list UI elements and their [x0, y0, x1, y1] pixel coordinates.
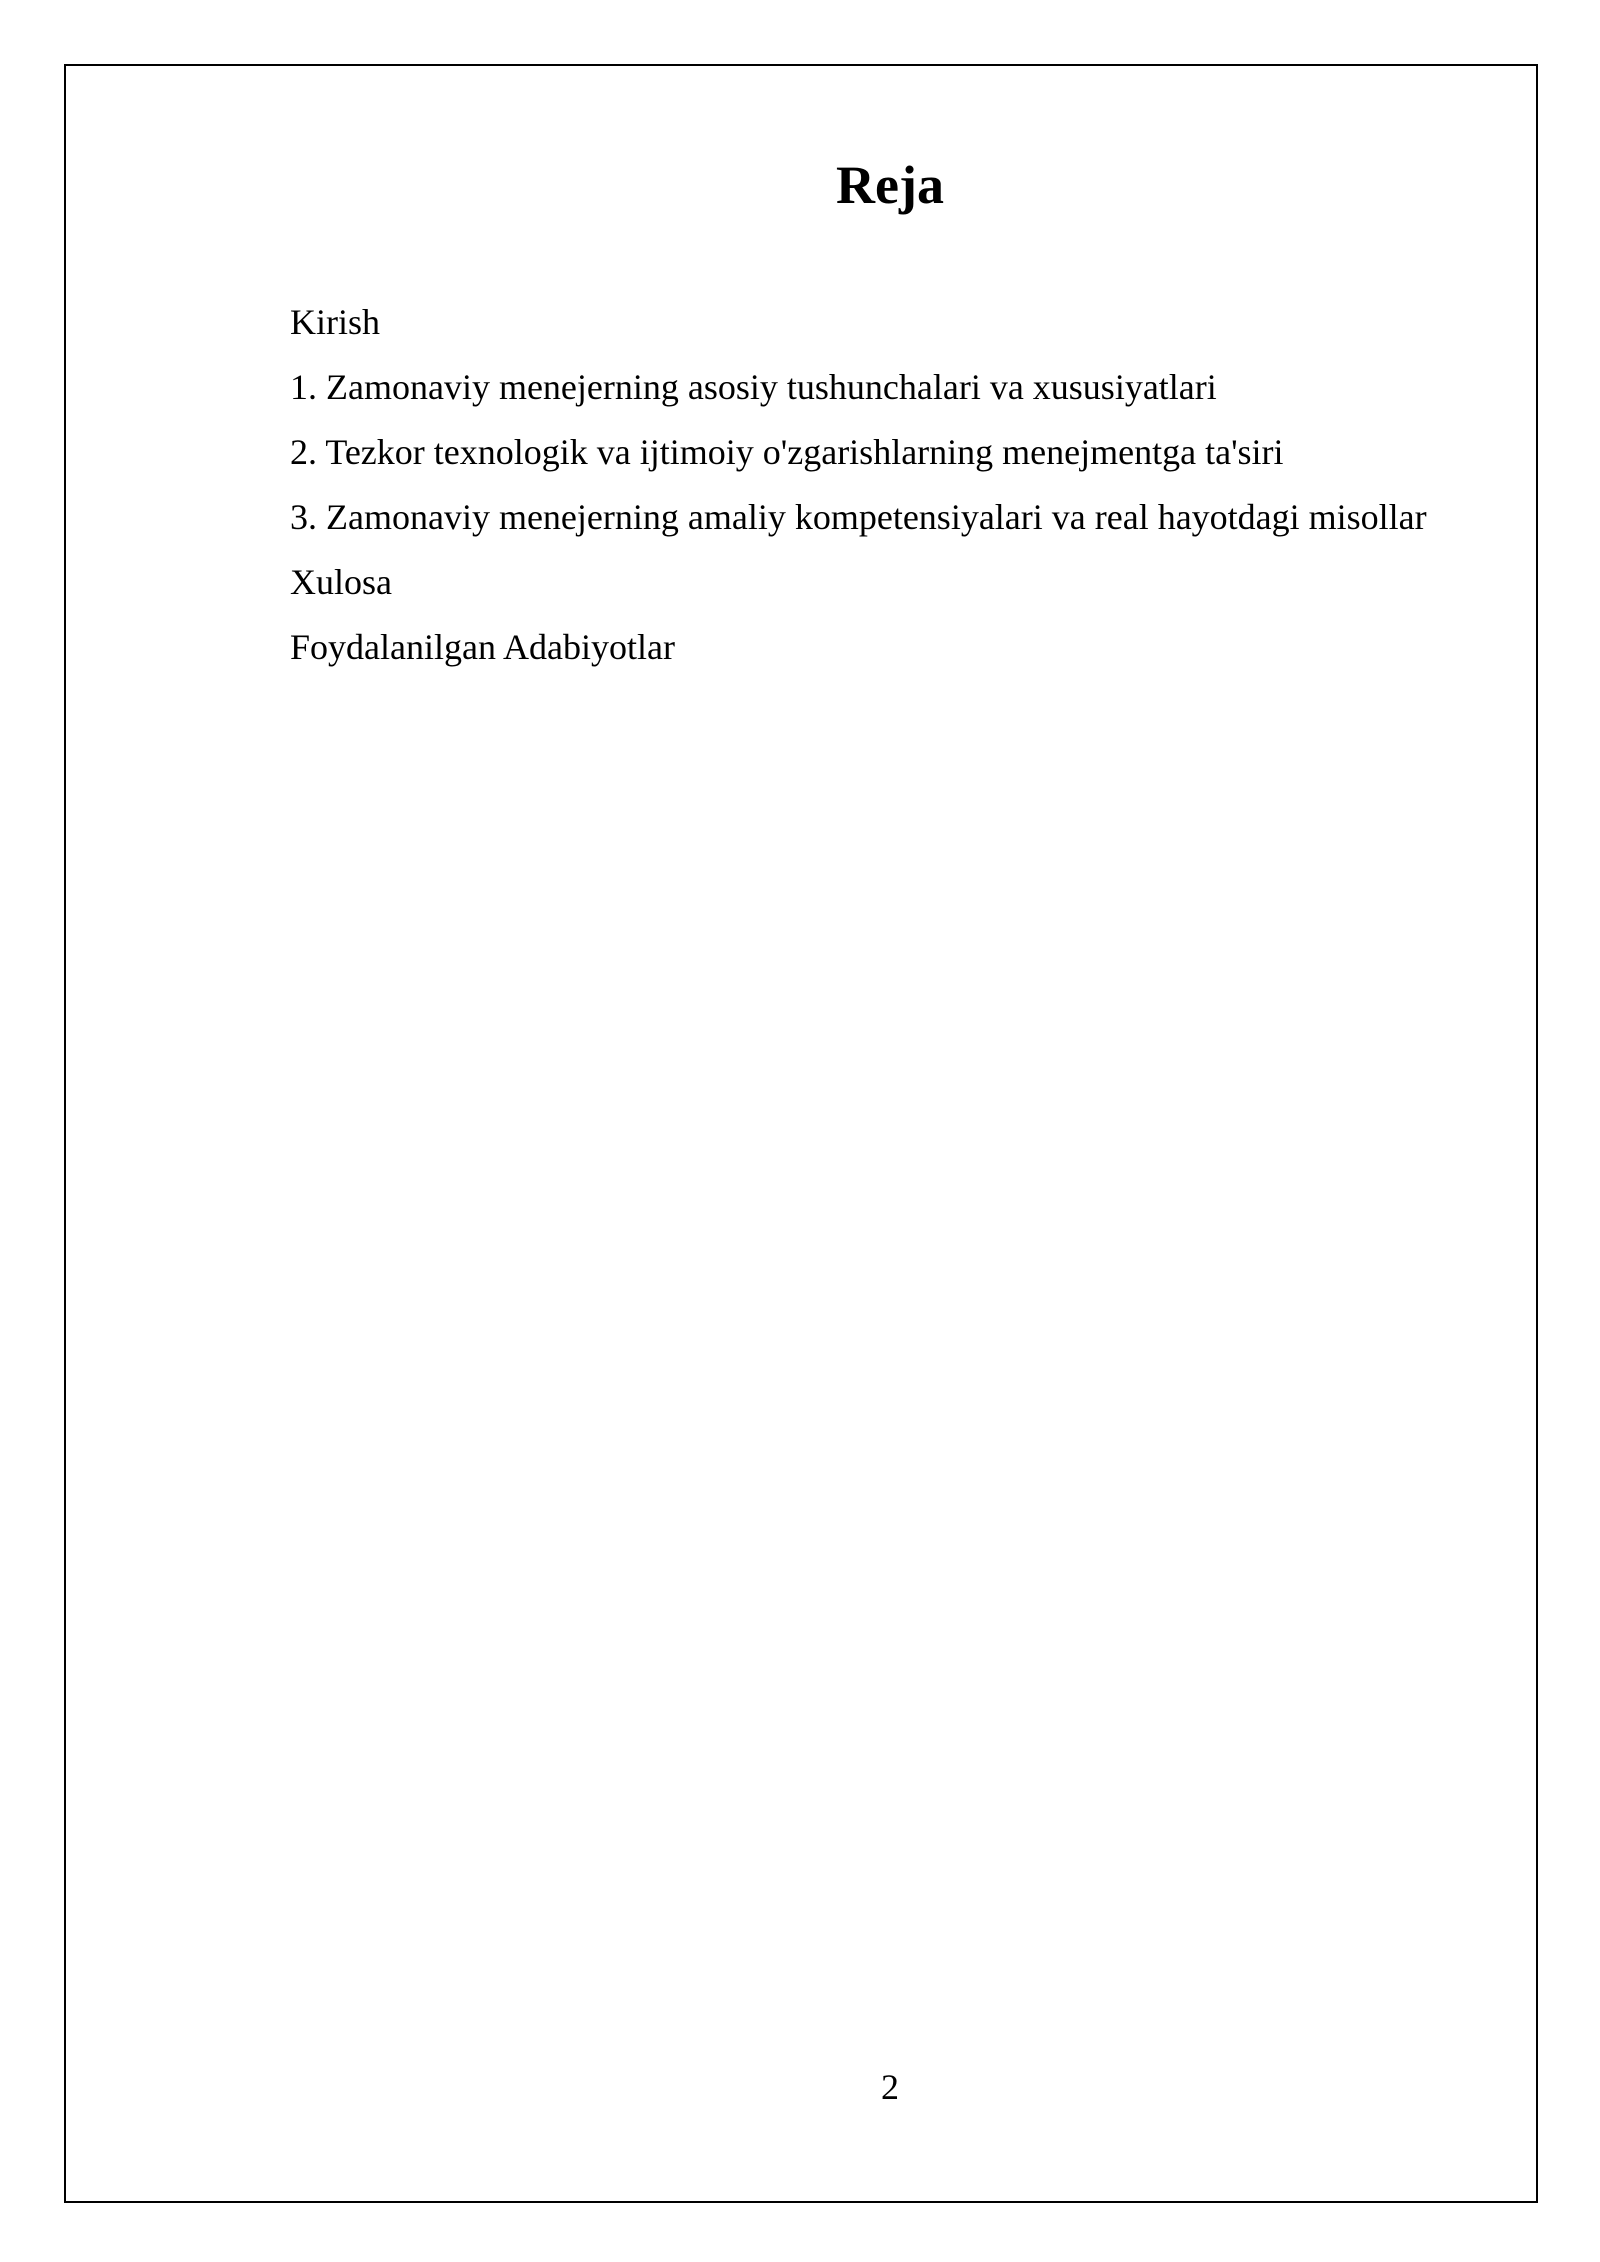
- toc-item-chapter-1: 1. Zamonaviy menejerning asosiy tushunchalari va xususiyatlari: [290, 367, 1217, 407]
- page-number: 2: [881, 2067, 899, 2107]
- table-of-contents: [290, 290, 1427, 680]
- page-title: Reja: [836, 155, 944, 215]
- toc-item-references: Foydalanilgan Adabiyotlar: [290, 627, 675, 667]
- toc-item-chapter-2: 2. Tezkor texnologik va ijtimoiy o'zgarishlarning menejmentga ta'siri: [290, 432, 1284, 472]
- toc-item-conclusion: Xulosa: [290, 562, 392, 602]
- toc-item-introduction: Kirish: [290, 302, 380, 342]
- toc-item-chapter-3: 3. Zamonaviy menejerning amaliy kompetensiyalari va real hayotdagi misollar: [290, 497, 1427, 537]
